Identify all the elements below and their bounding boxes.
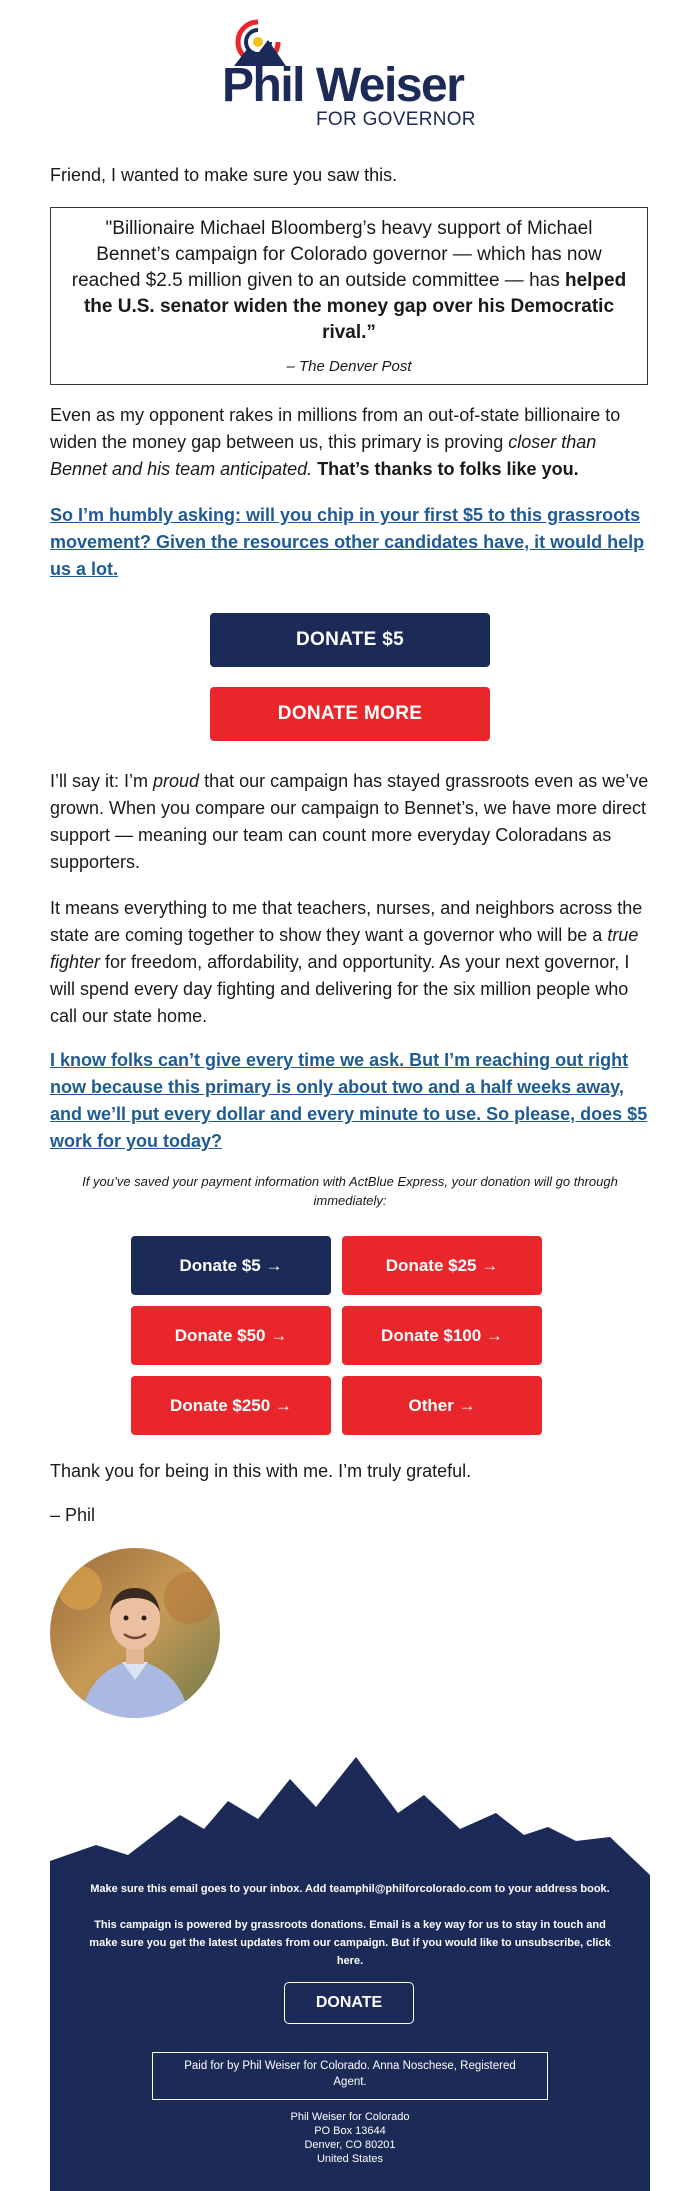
para3-text-end: for freedom, affordability, and opportunity. As your next governor, I will spend every day fighting and delivering for the six million people who call our state home. xyxy=(50,952,630,1026)
grid-donate-100-button[interactable]: Donate $100 → xyxy=(342,1306,542,1365)
logo-name: Phil Weiser xyxy=(222,59,464,112)
address-line: PO Box 13644 xyxy=(314,2125,386,2137)
para3-italic: true fighter xyxy=(50,925,639,972)
footer-powered-end: . xyxy=(360,1955,364,1967)
footer-powered-text: This campaign is powered by grassroots donations. Email is a key way for us to stay in touch and make sure you get the latest updates from our campaign. But if you would like to xyxy=(89,1919,606,1949)
donate-more-button[interactable]: DONATE MORE xyxy=(210,687,490,741)
para1-text: Even as my opponent rakes in millions from an out-of-state billionaire to widen the money gap between us, this primary is proving xyxy=(50,405,621,452)
ask-link-2[interactable]: I know folks can’t give every time we ask. But I’m reaching out right now because this primary is only about two and a half weeks away, and we’ll put every dollar and every minute to use. So please, does $5 work for you today? xyxy=(50,1050,648,1151)
para3-text-start: It means everything to me that teachers, nurses, and neighbors across the state are coming together to show they want a governor who will be a xyxy=(50,898,643,945)
mailing-address xyxy=(50,2110,650,2166)
footer-donate-button[interactable]: DONATE xyxy=(284,1982,414,2024)
quote-source: – The Denver Post xyxy=(286,358,412,375)
grid-donate-50-button[interactable]: Donate $50 → xyxy=(131,1306,331,1365)
address-line: Denver, CO 80201 xyxy=(304,2139,396,2151)
para2-text-end: that our campaign has stayed grassroots even as we’ve grown. When you compare our campaign to Bennet’s, we have more direct support — meaning our team can count more everyday Coloradans as supporters. xyxy=(50,771,649,872)
paid-for-disclaimer: Paid for by Phil Weiser for Colorado. Anna Noschese, Registered Agent. xyxy=(152,2052,548,2100)
footer xyxy=(50,1880,650,2165)
para2-italic: proud xyxy=(153,771,200,791)
avatar xyxy=(50,1548,220,1718)
grid-donate-25-button[interactable]: Donate $25 → xyxy=(342,1236,542,1295)
footer-powered-note xyxy=(50,1916,650,1970)
candidate-portrait-icon xyxy=(50,1548,220,1718)
actblue-express-note: If you’ve saved your payment information with ActBlue Express, your donation will go through immediately: xyxy=(82,1174,618,1208)
para1-italic: closer than Bennet and his team anticipated. xyxy=(50,432,597,479)
address-line: Phil Weiser for Colorado xyxy=(290,2111,410,2123)
address-line: United States xyxy=(316,2153,384,2165)
greeting: Friend, I wanted to make sure you saw this. xyxy=(50,165,398,185)
donate-5-button[interactable]: DONATE $5 xyxy=(210,613,490,667)
para1-bold: That’s thanks to folks like you. xyxy=(312,459,579,479)
grid-donate-250-button[interactable]: Donate $250 → xyxy=(131,1376,331,1435)
logo-subtitle: FOR GOVERNOR xyxy=(316,109,476,130)
campaign-logo[interactable] xyxy=(0,14,700,130)
quote-text-bold: helped the U.S. senator widen the money gap over his Democratic rival.” xyxy=(83,270,627,343)
unsubscribe-link[interactable]: unsubscribe, click here xyxy=(336,1937,611,1967)
signoff: – Phil xyxy=(50,1505,96,1525)
para2-text-start: I’ll say it: I’m xyxy=(50,771,154,791)
quote-text xyxy=(69,216,629,346)
grid-donate-5-button[interactable]: Donate $5 → xyxy=(131,1236,331,1295)
footer-inbox-note: Make sure this email goes to your inbox. Add teamphil@philforcolorado.com to your address book. xyxy=(90,1883,610,1895)
grid-donate-other-button[interactable]: Other → xyxy=(342,1376,542,1435)
paragraph-1 xyxy=(50,402,650,483)
quote-box xyxy=(50,207,648,385)
ask-link-1[interactable]: So I’m humbly asking: will you chip in your first $5 to this grassroots movement? Given the resources other candidates have, it would help us a lot. xyxy=(50,505,645,579)
paragraph-2 xyxy=(50,768,650,876)
quote-text-plain: "Billionaire Michael Bloomberg’s heavy support of Michael Bennet’s campaign for Colorado governor — which has now reached $2.5 million given to an outside committee — has xyxy=(71,218,602,291)
thanks-text: Thank you for being in this with me. I’m truly grateful. xyxy=(50,1461,472,1481)
paragraph-3 xyxy=(50,895,650,1030)
